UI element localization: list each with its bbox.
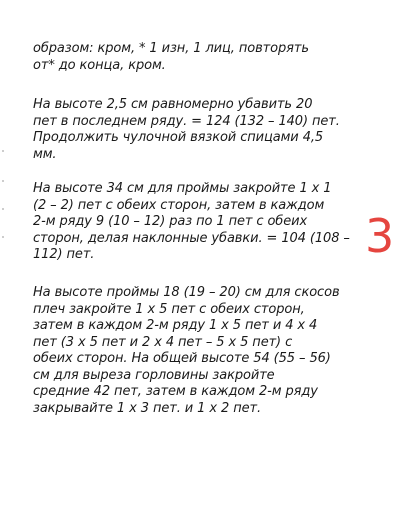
text-line: пет в последнем ряду. = 124 (132 – 140) пет. xyxy=(33,113,340,129)
text-line: пет (3 х 5 пет и 2 х 4 пет – 5 х 5 пет) с xyxy=(33,334,293,350)
text-line: образом: кром, * 1 изн, 1 лиц, повторять xyxy=(33,41,309,56)
text-line: 112) пет. xyxy=(33,247,95,262)
text-line: см для выреза горловины закройте xyxy=(33,367,275,383)
text-line: мм. xyxy=(33,146,57,162)
text-line: средние 42 пет, затем в каждом 2-м ряду xyxy=(33,384,318,399)
page-number: 3 xyxy=(365,209,395,263)
paragraph-shoulder-neckline-instructions xyxy=(33,285,378,417)
text-line: (2 – 2) пет с обеих сторон, затем в каждом xyxy=(33,197,325,213)
text-line: 2-м ряду 9 (10 – 12) раз по 1 пет с обеих xyxy=(33,214,308,229)
text-line: обеих сторон. На общей высоте 54 (55 – 56) xyxy=(33,351,331,366)
text-line: На высоте 34 см для проймы закройте 1 х 1 xyxy=(33,181,332,196)
text-line: затем в каждом 2-м ряду 1 х 5 пет и 4 х 4 xyxy=(33,318,318,333)
text-line: от* до конца, кром. xyxy=(33,57,166,73)
text-line: плеч закройте 1 х 5 пет с обеих сторон, xyxy=(33,301,305,317)
paragraph-rib-instructions xyxy=(33,41,378,74)
text-line: закрывайте 1 х 3 пет. и 1 х 2 пет. xyxy=(33,400,262,416)
text-line: На высоте проймы 18 (19 – 20) см для скосов xyxy=(33,285,340,300)
text-line: На высоте 2,5 см равномерно убавить 20 xyxy=(33,97,313,112)
text-line: Продолжить чулочной вязкой спицами 4,5 xyxy=(33,130,324,145)
paragraph-decrease-instructions xyxy=(33,97,378,163)
text-line: сторон, делая наклонные убавки. = 104 (108 – xyxy=(33,230,350,246)
margin-marks xyxy=(2,150,6,240)
paragraph-armhole-instructions xyxy=(33,181,378,264)
